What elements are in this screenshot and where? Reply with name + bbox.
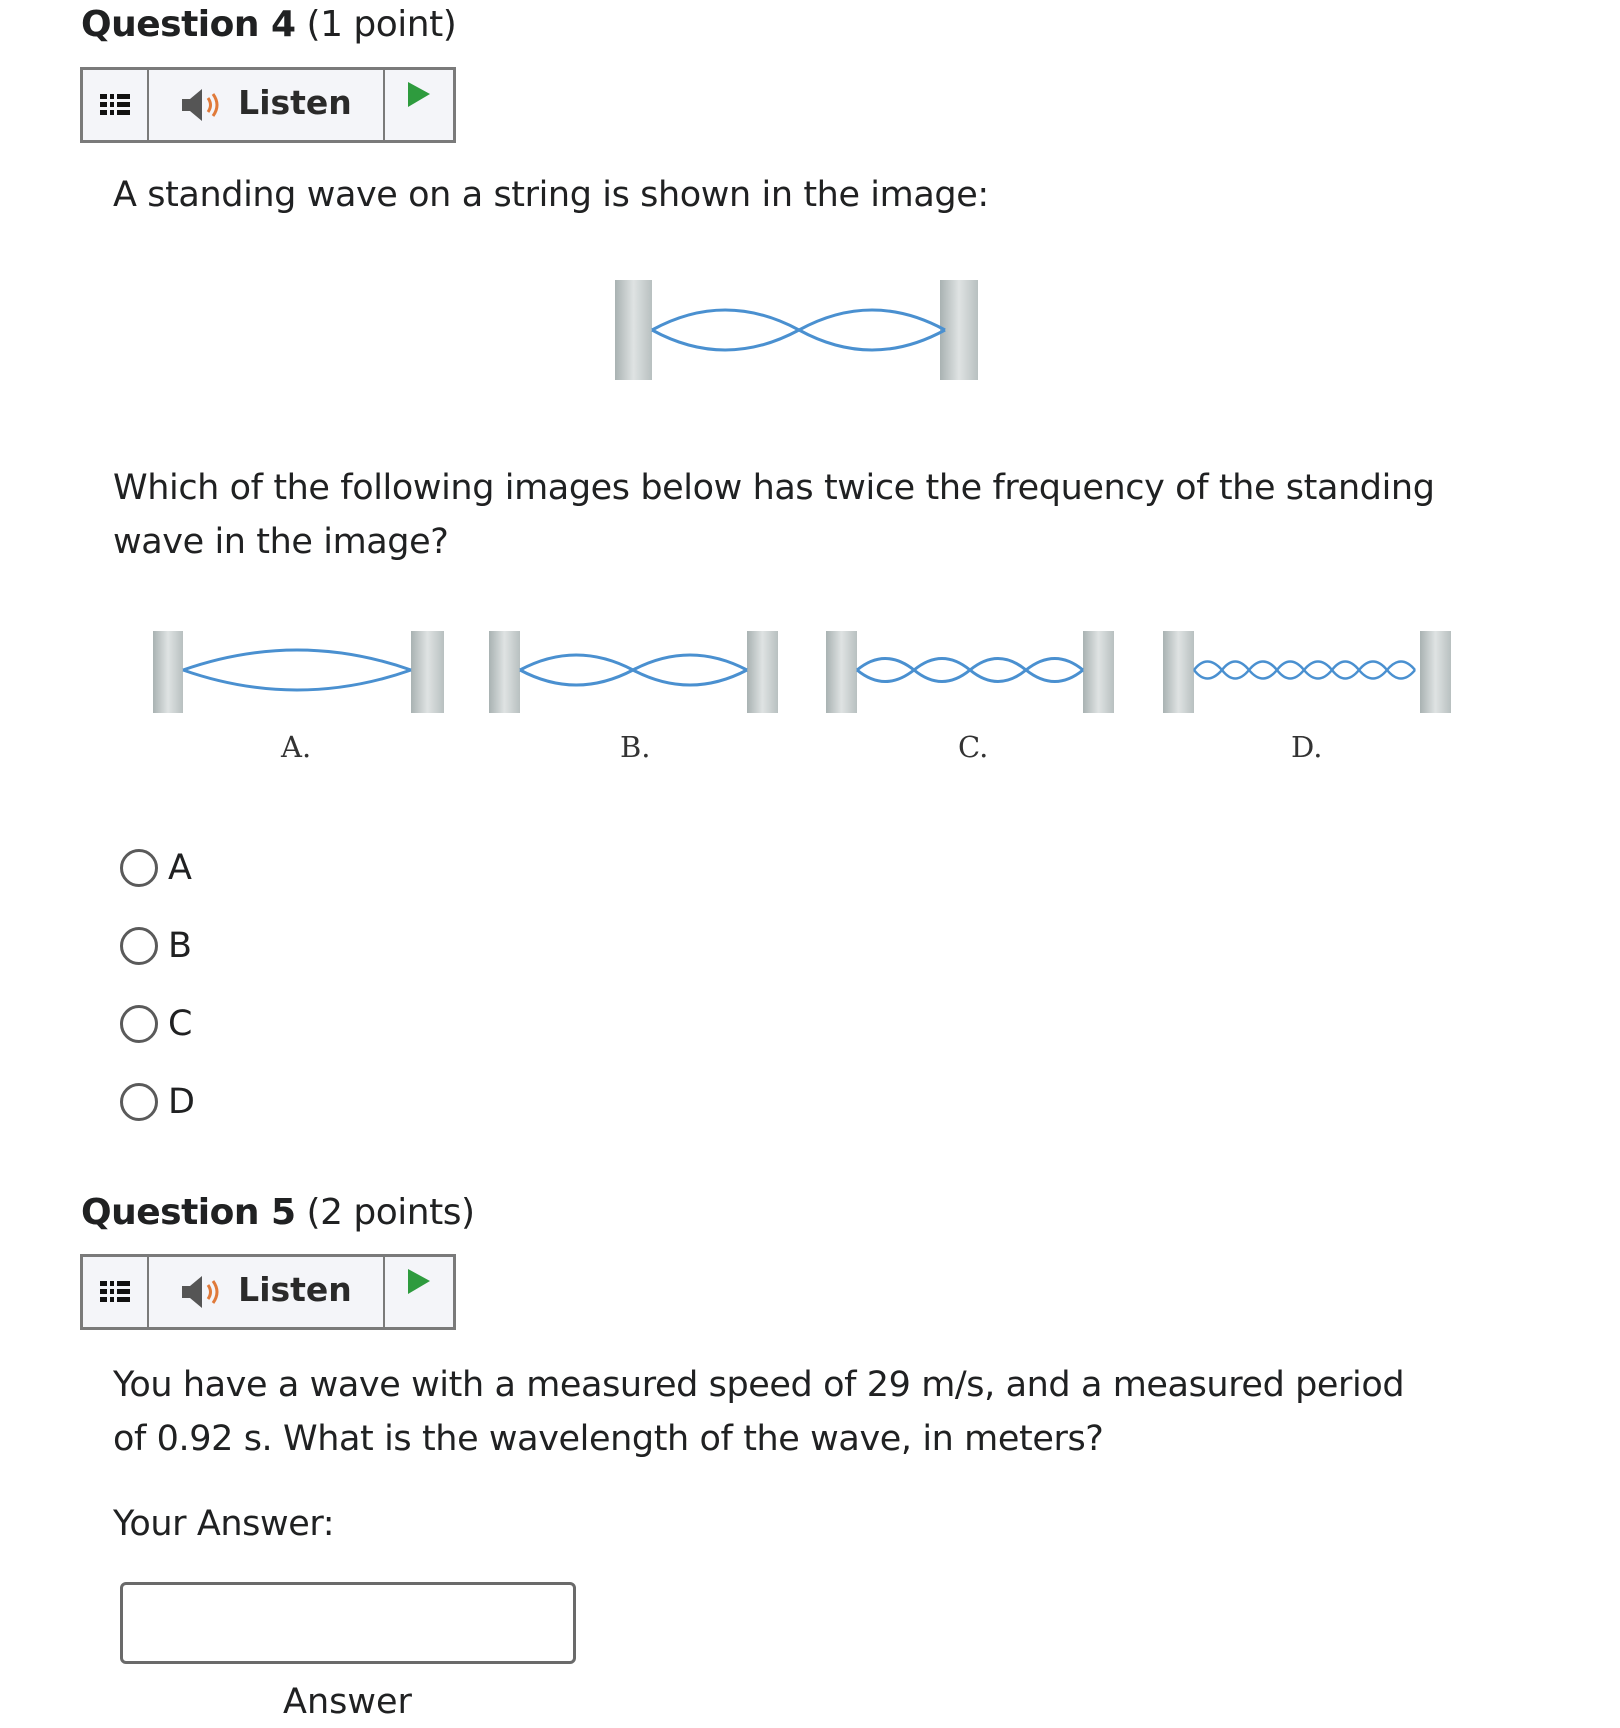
- play-icon: [406, 80, 432, 110]
- figure-label-d: D.: [1291, 730, 1323, 764]
- radio-d[interactable]: [120, 1083, 158, 1121]
- figure-label-a: A.: [281, 730, 312, 764]
- question-5-title: [81, 1192, 475, 1233]
- readspeaker-toolbar-q5: [80, 1254, 456, 1330]
- option-c-label: C: [168, 1004, 193, 1044]
- radio-c[interactable]: [120, 1005, 158, 1043]
- speaker-icon: [180, 1272, 224, 1312]
- menu-icon: [98, 90, 132, 120]
- option-a[interactable]: [120, 848, 192, 888]
- option-d[interactable]: [120, 1082, 195, 1122]
- question-4-text: Which of the following images below has twice the frequency of the standing wave in the image?: [113, 468, 1435, 562]
- question-4-number: Question 4: [81, 4, 296, 45]
- figure-c-wave: [826, 631, 1114, 713]
- answer-choices-figure: [150, 625, 1470, 720]
- radio-b[interactable]: [120, 927, 158, 965]
- speaker-icon: [180, 85, 224, 125]
- answer-caption: Answer: [283, 1682, 412, 1722]
- figure-a-wave: [153, 631, 444, 713]
- your-answer-label: Your Answer:: [113, 1504, 335, 1544]
- question-5-text: You have a wave with a measured speed of 29 m/s, and a measured period of 0.92 s. What is the wavelength of the wave, in meters?: [113, 1365, 1405, 1459]
- option-d-label: D: [168, 1082, 195, 1122]
- listen-label: Listen: [238, 82, 352, 122]
- standing-wave-figure: [600, 250, 990, 390]
- figure-label-c: C.: [958, 730, 989, 764]
- figure-b-wave: [489, 631, 778, 713]
- listen-button[interactable]: [149, 1257, 385, 1327]
- listen-button[interactable]: [149, 70, 385, 140]
- option-b-label: B: [168, 926, 193, 966]
- menu-icon: [98, 1277, 132, 1307]
- question-4-title: [81, 4, 456, 45]
- play-icon: [406, 1267, 432, 1297]
- question-5-number: Question 5: [81, 1192, 296, 1233]
- menu-button[interactable]: [83, 1257, 149, 1327]
- option-a-label: A: [168, 848, 192, 888]
- figure-label-b: B.: [620, 730, 651, 764]
- listen-label: Listen: [238, 1269, 352, 1309]
- question-5-points: (2 points): [295, 1192, 475, 1233]
- answer-input[interactable]: [120, 1582, 576, 1664]
- question-4-points: (1 point): [295, 4, 457, 45]
- menu-button[interactable]: [83, 70, 149, 140]
- option-c[interactable]: [120, 1004, 192, 1044]
- question-4-intro: A standing wave on a string is shown in the image:: [113, 175, 989, 215]
- play-button[interactable]: [385, 70, 453, 140]
- radio-a[interactable]: [120, 849, 158, 887]
- figure-d-wave: [1163, 631, 1451, 713]
- readspeaker-toolbar-q4: [80, 67, 456, 143]
- play-button[interactable]: [385, 1257, 453, 1327]
- option-b[interactable]: [120, 926, 192, 966]
